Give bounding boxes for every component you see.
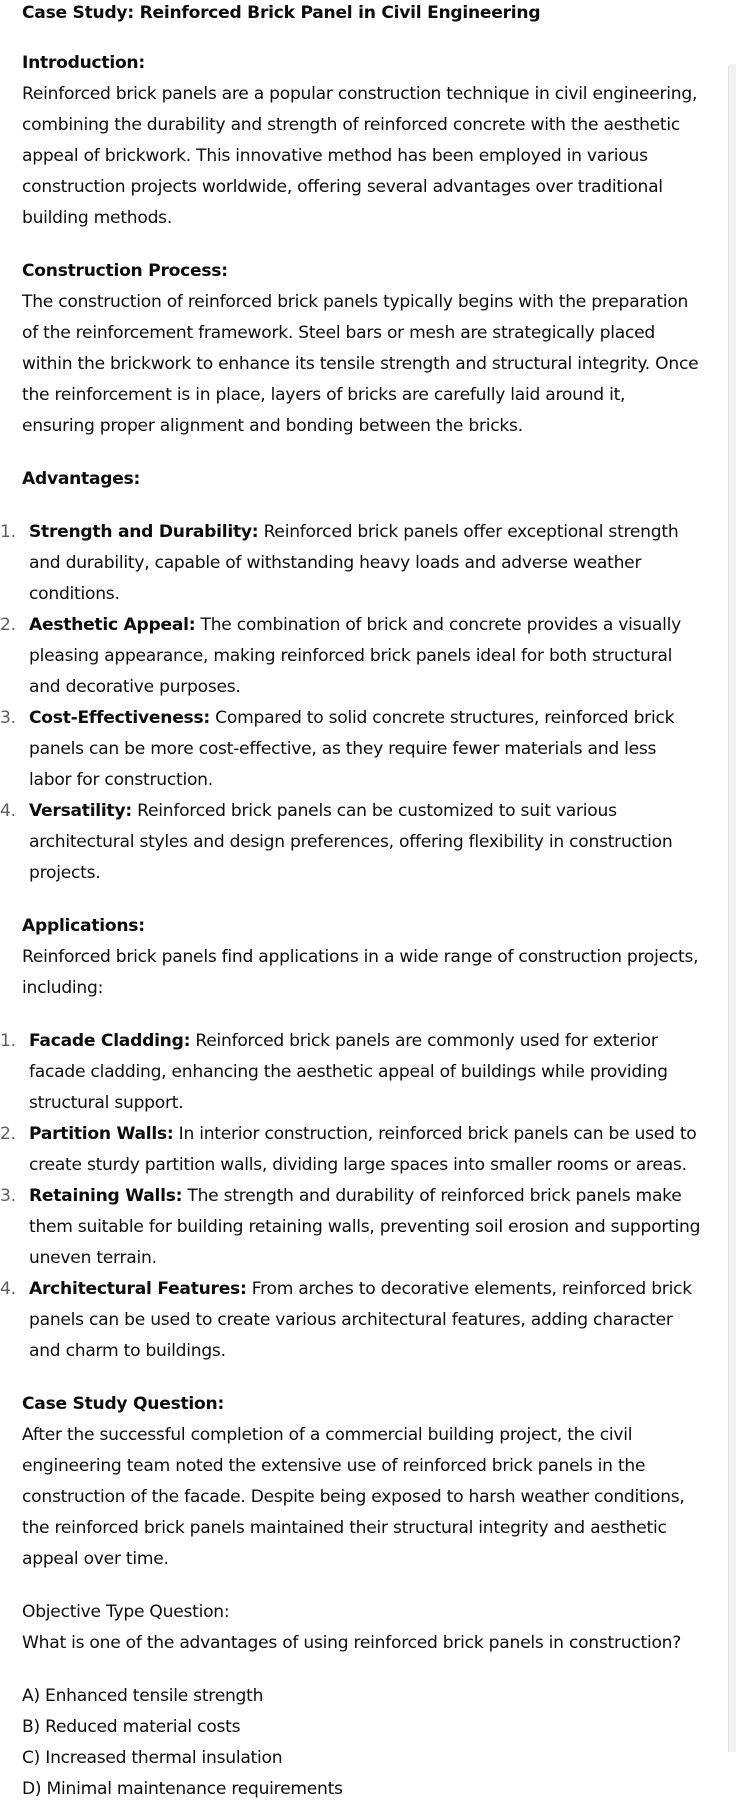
- advantages-heading: Advantages:: [22, 469, 141, 489]
- spacer: [22, 1575, 702, 1597]
- list-item: [0, 610, 702, 703]
- spacer: [22, 26, 702, 48]
- applications-intro: Reinforced brick panels find applications in a wide range of construction projects, including:: [22, 947, 699, 998]
- list-number: 1.: [0, 522, 16, 542]
- applications-list: [0, 1026, 702, 1367]
- list-number: 1.: [0, 1031, 16, 1051]
- list-item-title: Architectural Features:: [29, 1279, 247, 1299]
- answer-option: D) Minimal maintenance requirements: [22, 1779, 343, 1799]
- list-item: [0, 796, 702, 889]
- list-item-title: Strength and Durability:: [29, 522, 259, 542]
- list-item-title: Cost-Effectiveness:: [29, 708, 210, 728]
- case-question-heading: Case Study Question:: [22, 1394, 225, 1414]
- list-number: 2.: [0, 1124, 16, 1144]
- list-item-text: From arches to decorative elements, reinforced brick panels can be used to create various architectural features, adding character and charm to buildings.: [29, 1279, 692, 1361]
- list-item-title: Partition Walls:: [29, 1124, 174, 1144]
- spacer: [22, 442, 702, 464]
- advantages-list: [0, 517, 702, 889]
- list-item-title: Aesthetic Appeal:: [29, 615, 196, 635]
- applications-heading: Applications:: [22, 916, 145, 936]
- list-item-title: Versatility:: [29, 801, 132, 821]
- list-number: 2.: [0, 615, 16, 635]
- construction-heading: Construction Process:: [22, 261, 228, 281]
- spacer: [22, 495, 702, 517]
- list-item-text: In interior construction, reinforced brick panels can be used to create sturdy partition walls, dividing large spaces into smaller rooms or areas.: [29, 1124, 697, 1175]
- list-item: [0, 1181, 702, 1274]
- list-number: 3.: [0, 708, 16, 728]
- objective-question: What is one of the advantages of using reinforced brick panels in construction?: [22, 1633, 682, 1653]
- list-number: 4.: [0, 1279, 16, 1299]
- construction-text: The construction of reinforced brick panels typically begins with the preparation of the reinforcement framework. Steel bars or mesh are strategically placed within the brickwork to enhance its tensile strength and structural integrity. Once the reinforcement is in place, layers of bricks are carefully laid around it, ensuring proper alignment and bonding between the bricks.: [22, 292, 699, 436]
- list-item: [0, 1274, 702, 1367]
- list-item-text: The combination of brick and concrete provides a visually pleasing appearance, making reinforced brick panels ideal for both structural and decorative purposes.: [29, 615, 681, 697]
- answer-options: [22, 1681, 702, 1805]
- spacer: [22, 234, 702, 256]
- list-item-text: Reinforced brick panels are commonly used for exterior facade cladding, enhancing the aesthetic appeal of buildings while providing structural support.: [29, 1031, 668, 1113]
- list-item-text: Reinforced brick panels offer exceptional strength and durability, capable of withstanding heavy loads and adverse weather conditions.: [29, 522, 679, 604]
- list-item: [0, 1119, 702, 1181]
- objective-label: Objective Type Question:: [22, 1602, 230, 1622]
- scrollbar[interactable]: [728, 64, 736, 1752]
- introduction-text: Reinforced brick panels are a popular construction technique in civil engineering, combining the durability and strength of reinforced concrete with the aesthetic appeal of brickwork. This innovative method has been employed in various construction projects worldwide, offering several advantages over traditional building methods.: [22, 84, 698, 228]
- answer-option: B) Reduced material costs: [22, 1717, 241, 1737]
- spacer: [22, 1367, 702, 1389]
- introduction-heading: Introduction:: [22, 53, 145, 73]
- list-item: [0, 1026, 702, 1119]
- case-question-text: After the successful completion of a commercial building project, the civil engineering team noted the extensive use of reinforced brick panels in the construction of the facade. Despite being exposed to harsh weather conditions, the reinforced brick panels maintained their structural integrity and aesthetic appeal over time.: [22, 1425, 685, 1569]
- page-title: Case Study: Reinforced Brick Panel in Civil Engineering: [22, 3, 541, 23]
- answer-option: A) Enhanced tensile strength: [22, 1686, 264, 1706]
- list-item-title: Retaining Walls:: [29, 1186, 183, 1206]
- spacer: [22, 1659, 702, 1681]
- spacer: [22, 889, 702, 911]
- list-item: [0, 703, 702, 796]
- list-number: 4.: [0, 801, 16, 821]
- answer-option: C) Increased thermal insulation: [22, 1748, 283, 1768]
- list-item: [0, 517, 702, 610]
- list-item-text: The strength and durability of reinforced brick panels make them suitable for building retaining walls, preventing soil erosion and supporting uneven terrain.: [29, 1186, 701, 1268]
- list-item-title: Facade Cladding:: [29, 1031, 191, 1051]
- spacer: [22, 1004, 702, 1026]
- list-number: 3.: [0, 1186, 16, 1206]
- list-item-text: Reinforced brick panels can be customized to suit various architectural styles and design preferences, offering flexibility in construction projects.: [29, 801, 673, 883]
- list-item-text: Compared to solid concrete structures, reinforced brick panels can be more cost-effective, as they require fewer materials and less labor for construction.: [29, 708, 675, 790]
